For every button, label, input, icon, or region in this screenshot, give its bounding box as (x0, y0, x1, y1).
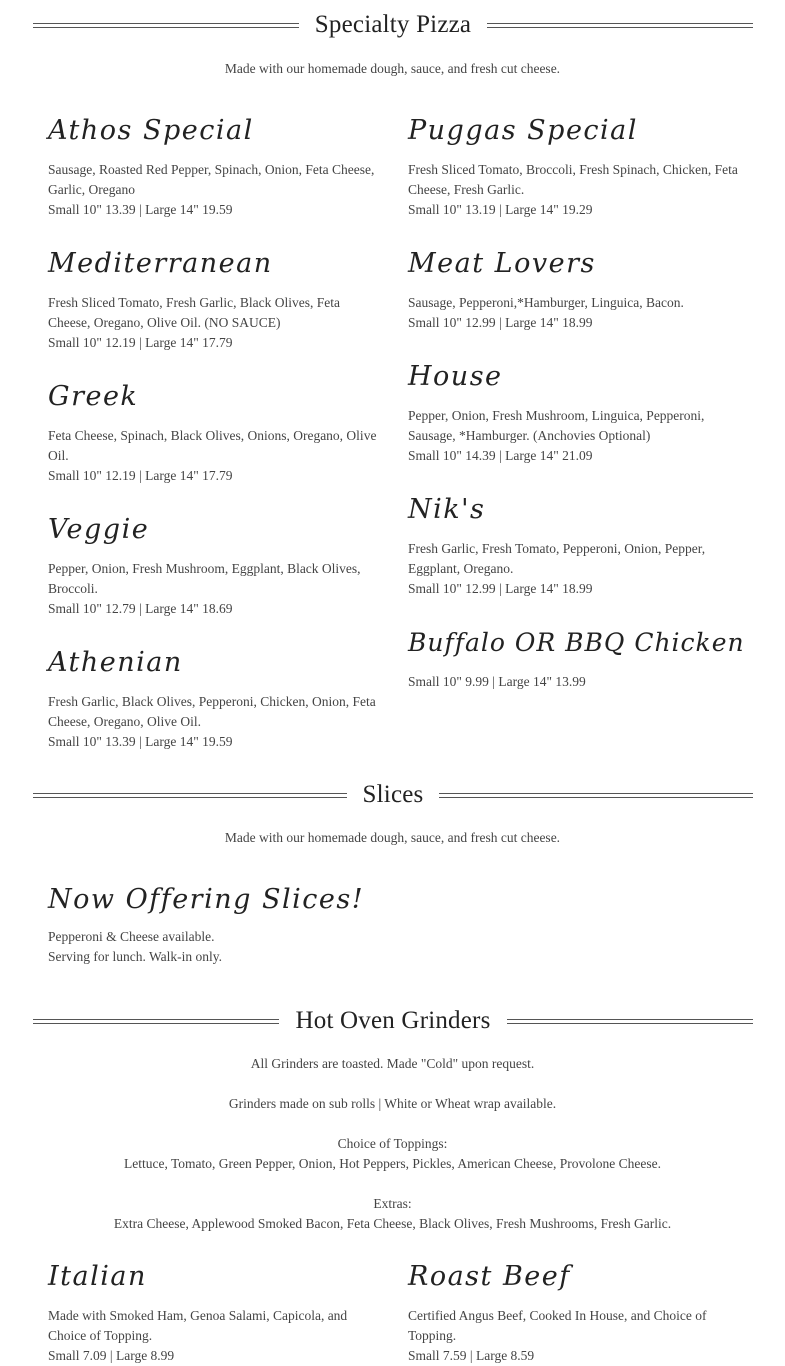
item-name: House (408, 361, 503, 392)
menu-item (48, 646, 378, 752)
item-price: Small 10" 12.79 | Large 14" 18.69 (48, 601, 233, 616)
item-description: Sausage, Roasted Red Pepper, Spinach, Onion, Feta Cheese, Garlic, Oregano (48, 162, 375, 197)
header-rule-right (439, 793, 753, 798)
item-description: Fresh Sliced Tomato, Broccoli, Fresh Spinach, Chicken, Feta Cheese, Fresh Garlic. (408, 162, 738, 197)
item-description: Fresh Garlic, Black Olives, Pepperoni, Chicken, Onion, Feta Cheese, Oregano, Olive Oil. (48, 694, 376, 729)
grinders-note-toasted: All Grinders are toasted. Made "Cold" upon request. (250, 1056, 535, 1071)
item-name: Mediterranean (48, 248, 273, 279)
item-description: Pepper, Onion, Fresh Mushroom, Eggplant, Black Olives, Broccoli. (48, 561, 361, 596)
item-name: Athos Special (48, 115, 254, 146)
item-name: Greek (48, 381, 139, 412)
specialty-pizza-header (33, 7, 753, 43)
item-price: Small 10" 13.39 | Large 14" 19.59 (48, 202, 233, 217)
menu-item (48, 247, 378, 353)
specialty-pizza-note: Made with our homemade dough, sauce, and fresh cut cheese. (224, 61, 561, 76)
item-description: Certified Angus Beef, Cooked In House, and Choice of Topping. (408, 1308, 707, 1343)
grinders-header (33, 1003, 753, 1039)
header-rule-left (33, 23, 299, 28)
menu-item (48, 513, 378, 619)
item-description: Pepper, Onion, Fresh Mushroom, Linguica, Pepperoni, Sausage, *Hamburger. (Anchovies Optional) (408, 408, 705, 443)
item-name: Puggas Special (408, 115, 638, 146)
item-description: Sausage, Pepperoni,*Hamburger, Linguica, Bacon. (408, 295, 684, 310)
slices-line-2: Serving for lunch. Walk-in only. (48, 949, 223, 964)
menu-item (408, 1260, 738, 1366)
item-name: Now Offering Slices! (48, 884, 365, 915)
menu-item (48, 114, 378, 220)
menu-item (408, 114, 738, 220)
specialty-left-column (48, 114, 378, 752)
item-description: Made with Smoked Ham, Genoa Salami, Capicola, and Choice of Topping. (48, 1308, 348, 1343)
toppings-label: Choice of Toppings: (337, 1136, 448, 1151)
menu-item (48, 1260, 378, 1366)
specialty-pizza-title: Specialty Pizza (314, 11, 472, 38)
item-name: Athenian (48, 647, 183, 678)
item-price: Small 10" 12.99 | Large 14" 18.99 (408, 581, 593, 596)
extras-label: Extras: (373, 1196, 412, 1211)
item-name: Roast Beef (408, 1261, 571, 1292)
header-rule-left (33, 793, 347, 798)
slices-title: Slices (362, 781, 424, 808)
item-price: Small 10" 13.19 | Large 14" 19.29 (408, 202, 593, 217)
item-price: Small 10" 9.99 | Large 14" 13.99 (408, 674, 586, 689)
item-name: Veggie (48, 514, 150, 545)
extras-list: Extra Cheese, Applewood Smoked Bacon, Feta Cheese, Black Olives, Fresh Mushrooms, Fresh Garlic. (113, 1216, 672, 1231)
item-price: Small 10" 13.39 | Large 14" 19.59 (48, 734, 233, 749)
header-rule-right (507, 1019, 753, 1024)
menu-item (408, 247, 738, 333)
header-rule-left (33, 1019, 279, 1024)
item-name: Meat Lovers (408, 248, 596, 279)
slices-header (33, 777, 753, 813)
item-price: Small 10" 14.39 | Large 14" 21.09 (408, 448, 593, 463)
specialty-right-column (408, 114, 745, 692)
menu-item (408, 360, 738, 466)
menu-item (408, 493, 738, 599)
item-description: Feta Cheese, Spinach, Black Olives, Onions, Oregano, Olive Oil. (48, 428, 377, 463)
item-name: Buffalo OR BBQ Chicken (408, 628, 745, 657)
grinders-left-column (48, 1260, 378, 1366)
item-description: Fresh Sliced Tomato, Fresh Garlic, Black Olives, Feta Cheese, Oregano, Olive Oil. (NO SAUCE) (48, 295, 341, 330)
item-description: Fresh Garlic, Fresh Tomato, Pepperoni, Onion, Pepper, Eggplant, Oregano. (408, 541, 706, 576)
item-price: Small 10" 12.19 | Large 14" 17.79 (48, 335, 233, 350)
menu-item (408, 626, 745, 692)
menu-item (48, 380, 378, 486)
item-price: Small 10" 12.19 | Large 14" 17.79 (48, 468, 233, 483)
grinders-title: Hot Oven Grinders (295, 1007, 491, 1034)
grinders-right-column (408, 1260, 738, 1366)
item-price: Small 10" 12.99 | Large 14" 18.99 (408, 315, 593, 330)
item-price: Small 7.09 | Large 8.99 (48, 1348, 175, 1363)
slices-offer (48, 883, 448, 967)
header-rule-right (487, 23, 753, 28)
toppings-list: Lettuce, Tomato, Green Pepper, Onion, Hot Peppers, Pickles, American Cheese, Provolone Cheese. (123, 1156, 661, 1171)
item-price: Small 7.59 | Large 8.59 (408, 1348, 535, 1363)
grinders-note-rolls: Grinders made on sub rolls | White or Wheat wrap available. (228, 1096, 557, 1111)
item-name: Nik's (408, 494, 486, 525)
item-name: Italian (48, 1261, 147, 1292)
slices-note: Made with our homemade dough, sauce, and fresh cut cheese. (224, 830, 561, 845)
slices-line-1: Pepperoni & Cheese available. (48, 929, 215, 944)
